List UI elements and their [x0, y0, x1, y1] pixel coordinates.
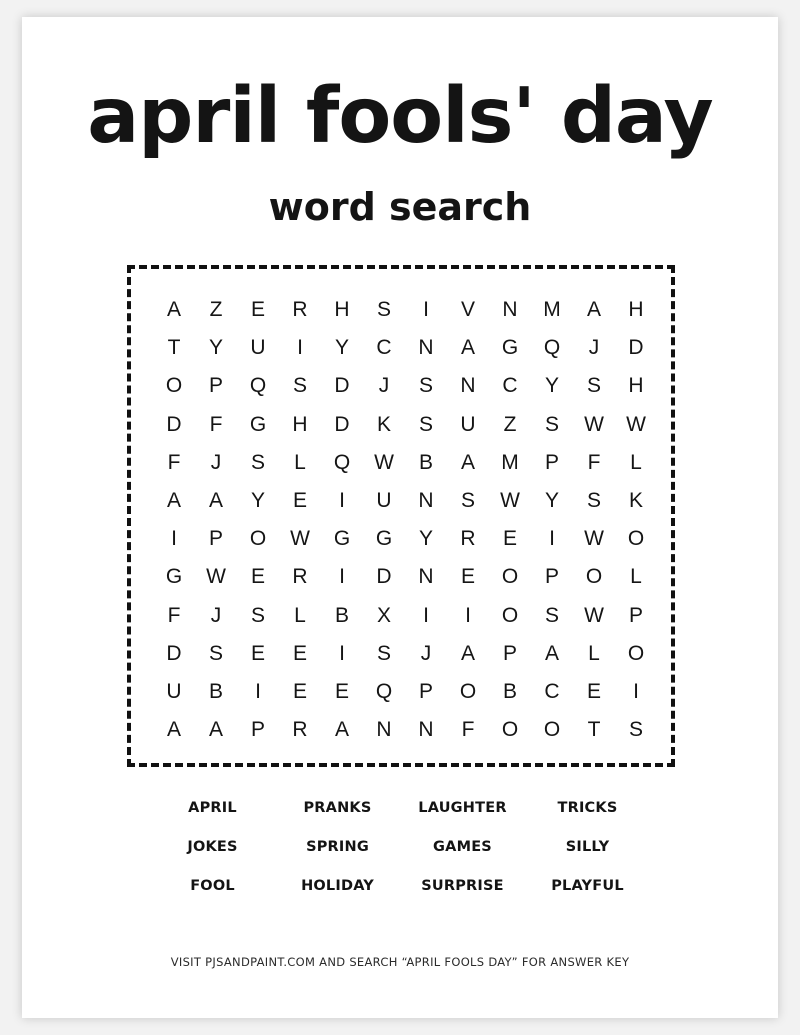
grid-cell[interactable]: P — [544, 450, 559, 474]
page-subtitle: word search — [268, 185, 532, 229]
grid-cell[interactable]: D — [166, 641, 182, 665]
grid-cell[interactable]: E — [502, 527, 517, 551]
grid-cell[interactable]: L — [588, 641, 600, 665]
grid-cell[interactable]: S — [628, 718, 643, 742]
grid-cell[interactable]: H — [334, 298, 350, 322]
grid-cell[interactable]: A — [460, 641, 475, 665]
word-list-item: LAUGHTER — [418, 800, 507, 816]
word-list-item: GAMES — [433, 839, 492, 855]
grid-cell[interactable]: S — [292, 374, 307, 398]
grid-cell[interactable]: W — [290, 527, 310, 551]
grid-cell[interactable]: B — [502, 679, 517, 703]
grid-cell[interactable]: E — [292, 489, 307, 513]
grid-cell[interactable]: I — [423, 298, 429, 322]
word-list-item: HOLIDAY — [301, 878, 374, 894]
grid-cell[interactable]: F — [209, 412, 223, 436]
grid-cell[interactable]: H — [628, 374, 644, 398]
grid-cell[interactable]: I — [339, 565, 345, 589]
grid-cell[interactable]: M — [501, 450, 519, 474]
grid-cell[interactable]: A — [460, 336, 475, 360]
grid-cell[interactable]: T — [167, 336, 181, 360]
grid-cell[interactable]: M — [543, 298, 561, 322]
grid-cell[interactable]: E — [250, 565, 265, 589]
grid-cell[interactable]: S — [586, 489, 601, 513]
grid-cell[interactable]: O — [501, 565, 519, 589]
grid-cell[interactable]: O — [585, 565, 603, 589]
grid-cell[interactable]: I — [549, 527, 555, 551]
grid-cell[interactable]: O — [627, 641, 645, 665]
grid-cell[interactable]: U — [460, 412, 476, 436]
grid-cell[interactable]: D — [166, 412, 182, 436]
grid-cell[interactable]: N — [418, 489, 434, 513]
grid-cell[interactable]: Q — [543, 336, 561, 360]
grid-cell[interactable]: E — [460, 565, 475, 589]
grid-cell[interactable]: C — [544, 679, 560, 703]
grid-cell[interactable]: Y — [250, 489, 265, 513]
grid-cell[interactable]: I — [633, 679, 639, 703]
grid-cell[interactable]: D — [628, 336, 644, 360]
grid-cell[interactable]: D — [376, 565, 392, 589]
grid-cell[interactable]: R — [292, 298, 308, 322]
grid-cell[interactable]: D — [334, 412, 350, 436]
grid-cell[interactable]: G — [333, 527, 351, 551]
grid-cell[interactable]: S — [586, 374, 601, 398]
grid-cell[interactable]: E — [250, 298, 265, 322]
grid-cell[interactable]: A — [334, 718, 349, 742]
grid-cell[interactable]: W — [584, 412, 604, 436]
page-title: april fools' day — [87, 72, 713, 161]
grid-cell[interactable]: W — [374, 450, 394, 474]
word-list-item: FOOL — [190, 878, 235, 894]
grid-cell[interactable]: F — [587, 450, 601, 474]
grid-cell[interactable]: P — [418, 679, 433, 703]
grid-cell[interactable]: B — [418, 450, 433, 474]
grid-cell[interactable]: N — [376, 718, 392, 742]
grid-cell[interactable]: H — [628, 298, 644, 322]
grid-cell[interactable]: O — [543, 718, 561, 742]
worksheet-content — [22, 17, 778, 1018]
grid-cell[interactable]: W — [206, 565, 226, 589]
grid-cell[interactable]: V — [460, 298, 475, 322]
word-list-item: SPRING — [306, 839, 369, 855]
grid-cell[interactable]: S — [418, 412, 433, 436]
grid-cell[interactable]: W — [584, 527, 604, 551]
grid-cell[interactable]: P — [208, 374, 223, 398]
grid-cell[interactable]: W — [584, 603, 604, 627]
grid-cell[interactable]: D — [334, 374, 350, 398]
grid-cell[interactable]: O — [249, 527, 267, 551]
grid-cell[interactable]: I — [465, 603, 471, 627]
grid-cell[interactable]: R — [292, 565, 308, 589]
grid-cell[interactable]: Y — [418, 527, 433, 551]
grid-cell[interactable]: I — [339, 489, 345, 513]
grid-cell[interactable]: E — [250, 641, 265, 665]
grid-cell[interactable]: S — [208, 641, 223, 665]
word-list-item: JOKES — [187, 839, 238, 855]
grid-cell[interactable]: A — [208, 718, 223, 742]
grid-cell[interactable]: G — [375, 527, 393, 551]
grid-cell[interactable]: J — [210, 450, 222, 474]
grid-cell[interactable]: K — [628, 489, 643, 513]
grid-cell[interactable]: R — [460, 527, 476, 551]
grid-cell[interactable]: P — [628, 603, 643, 627]
grid-cell[interactable]: G — [165, 565, 183, 589]
grid-cell[interactable]: E — [334, 679, 349, 703]
grid-cell[interactable]: Z — [503, 412, 517, 436]
grid-cell[interactable]: Q — [333, 450, 351, 474]
word-list-item: SURPRISE — [421, 878, 504, 894]
grid-cell[interactable]: J — [588, 336, 600, 360]
grid-cell[interactable]: W — [626, 412, 646, 436]
grid-cell[interactable]: S — [250, 450, 265, 474]
grid-cell[interactable]: B — [208, 679, 223, 703]
grid-cell[interactable]: P — [208, 527, 223, 551]
footer-note: VISIT PJSANDPAINT.COM AND SEARCH “APRIL FOOLS DAY” FOR ANSWER KEY — [170, 955, 630, 969]
grid-cell[interactable]: B — [334, 603, 349, 627]
grid-cell[interactable]: Z — [209, 298, 223, 322]
grid-cell[interactable]: X — [376, 603, 391, 627]
grid-cell[interactable]: E — [292, 641, 307, 665]
grid-cell[interactable]: R — [292, 718, 308, 742]
grid-cell[interactable]: K — [376, 412, 391, 436]
grid-cell[interactable]: A — [460, 450, 475, 474]
word-list-item: SILLY — [565, 839, 610, 855]
grid-cell[interactable]: S — [460, 489, 475, 513]
grid-cell[interactable]: E — [586, 679, 601, 703]
grid-cell[interactable]: G — [249, 412, 267, 436]
word-list-item: APRIL — [188, 800, 237, 816]
grid-cell[interactable]: E — [292, 679, 307, 703]
grid-cell[interactable]: A — [208, 489, 223, 513]
grid-cell[interactable]: L — [294, 603, 306, 627]
grid-cell[interactable]: A — [166, 718, 181, 742]
grid-cell[interactable]: J — [378, 374, 390, 398]
grid-cell[interactable]: O — [165, 374, 183, 398]
grid-cell[interactable]: Y — [334, 336, 349, 360]
grid-cell[interactable]: O — [627, 527, 645, 551]
grid-cell[interactable]: S — [376, 298, 391, 322]
grid-cell[interactable]: H — [292, 412, 308, 436]
grid-cell[interactable]: O — [459, 679, 477, 703]
grid-cell[interactable]: S — [250, 603, 265, 627]
grid-cell[interactable]: L — [294, 450, 306, 474]
word-search-grid-border — [127, 265, 675, 767]
grid-cell[interactable]: U — [376, 489, 392, 513]
grid-cell[interactable]: I — [423, 603, 429, 627]
grid-cell[interactable]: C — [502, 374, 518, 398]
grid-cell[interactable]: P — [250, 718, 265, 742]
grid-cell[interactable]: S — [544, 412, 559, 436]
grid-cell[interactable]: J — [420, 641, 432, 665]
word-list-item: PLAYFUL — [551, 878, 624, 894]
grid-cell[interactable]: C — [376, 336, 392, 360]
grid-cell[interactable]: P — [544, 565, 559, 589]
grid-cell[interactable]: N — [418, 718, 434, 742]
grid-cell[interactable]: O — [501, 603, 519, 627]
grid-cell[interactable]: W — [500, 489, 520, 513]
grid-cell[interactable]: N — [460, 374, 476, 398]
grid-cell[interactable]: Q — [249, 374, 267, 398]
grid-cell[interactable]: O — [501, 718, 519, 742]
grid-cell[interactable]: S — [418, 374, 433, 398]
grid-cell[interactable]: S — [544, 603, 559, 627]
grid-cell[interactable]: I — [171, 527, 177, 551]
word-list — [150, 800, 650, 894]
grid-cell[interactable]: N — [418, 336, 434, 360]
grid-cell[interactable]: Y — [208, 336, 223, 360]
grid-cell[interactable]: F — [167, 603, 181, 627]
grid-cell[interactable]: A — [544, 641, 559, 665]
grid-cell[interactable]: U — [166, 679, 182, 703]
grid-cell[interactable]: F — [167, 450, 181, 474]
worksheet-sheet — [22, 17, 778, 1018]
word-list-item: PRANKS — [303, 800, 372, 816]
grid-cell[interactable]: Y — [544, 489, 559, 513]
grid-cell[interactable]: L — [630, 450, 642, 474]
grid-cell[interactable]: J — [210, 603, 222, 627]
grid-cell[interactable]: U — [250, 336, 266, 360]
grid-cell[interactable]: F — [461, 718, 475, 742]
grid-cell[interactable]: Q — [375, 679, 393, 703]
word-search-grid[interactable] — [153, 291, 657, 749]
grid-cell[interactable]: I — [255, 679, 261, 703]
word-list-item: TRICKS — [557, 800, 618, 816]
grid-cell[interactable]: I — [297, 336, 303, 360]
grid-cell[interactable]: S — [376, 641, 391, 665]
grid-cell[interactable]: L — [630, 565, 642, 589]
grid-cell[interactable]: I — [339, 641, 345, 665]
grid-cell[interactable]: N — [502, 298, 518, 322]
grid-cell[interactable]: N — [418, 565, 434, 589]
grid-cell[interactable]: T — [587, 718, 601, 742]
grid-cell[interactable]: Y — [544, 374, 559, 398]
grid-cell[interactable]: G — [501, 336, 519, 360]
grid-cell[interactable]: A — [166, 298, 181, 322]
grid-cell[interactable]: P — [502, 641, 517, 665]
grid-cell[interactable]: A — [586, 298, 601, 322]
grid-cell[interactable]: A — [166, 489, 181, 513]
